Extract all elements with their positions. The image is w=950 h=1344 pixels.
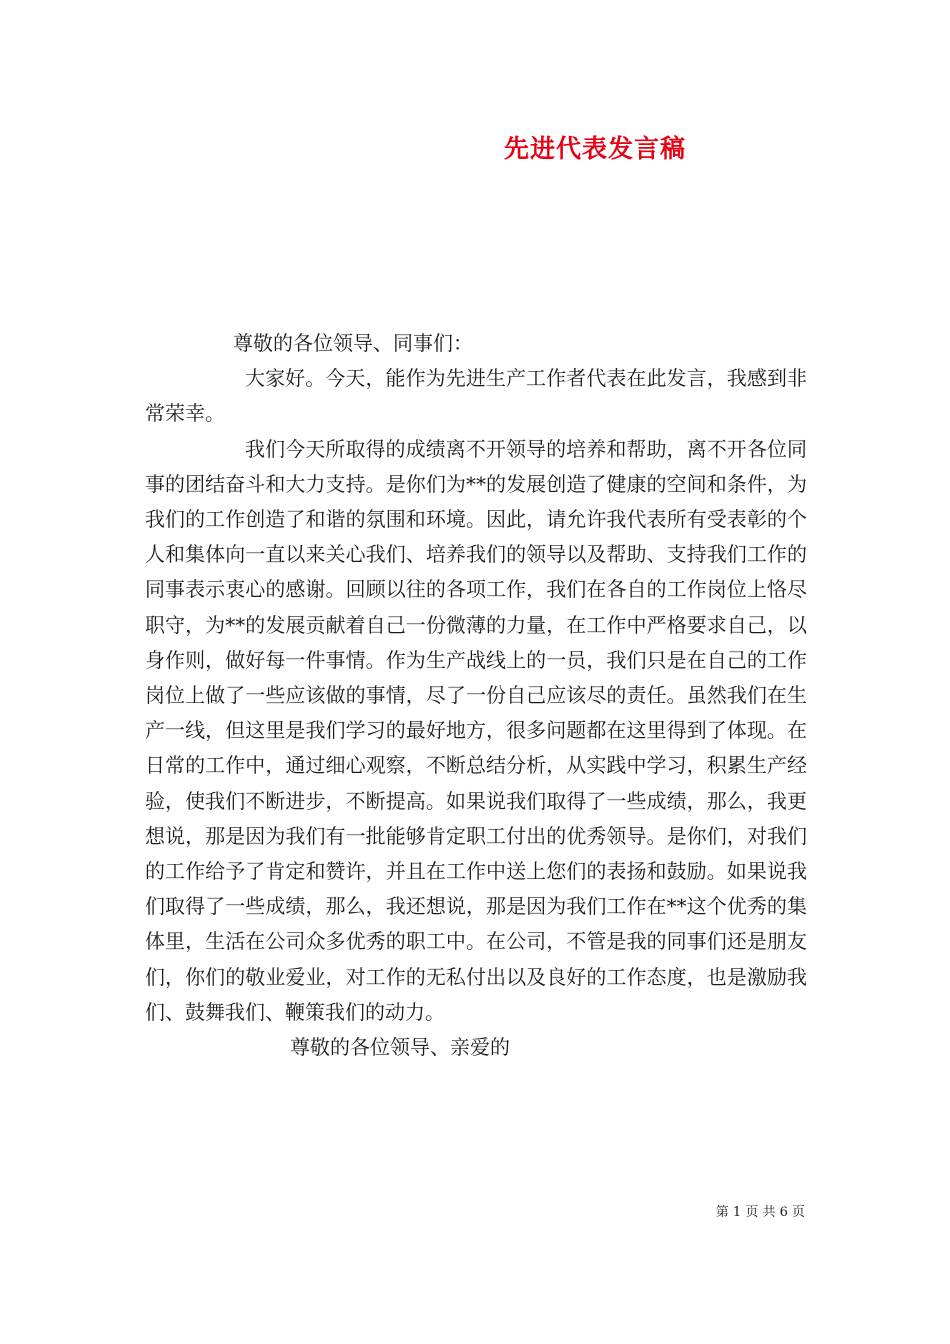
paragraph-greeting: 大家好。今天，能作为先进生产工作者代表在此发言，我感到非常荣幸。 <box>145 366 807 426</box>
closing-line: 尊敬的各位领导、亲爱的 <box>290 1035 510 1060</box>
document-title: 先进代表发言稿 <box>503 134 686 163</box>
paragraph-main: 我们今天所取得的成绩离不开领导的培养和帮助，离不开各位同事的团结奋斗和大力支持。是你们为**的发展创造了健康的空间和条件，为我们的工作创造了和谐的氛围和环境。因此，请允许我代表所有受表彰的个人和集体向一直以来关心我们、培养我们的领导以及帮助、支持我们工作的同事表示衷心的感谢。回顾以往的各项工作，我们在各自的工作岗位上恪尽职守，为**的发展贡献着自己一份微薄的力量，在工作中严格要求自己，以身作则，做好每一件事情。作为生产战线上的一员，我们只是在自己的工作岗位上做了一些应该做的事情，尽了一份自己应该尽的责任。虽然我们在生产一线，但这里是我们学习的最好地方，很多问题都在这里得到了体现。在日常的工作中，通过细心观察，不断总结分析，从实践中学习，积累生产经验，使我们不断进步，不断提高。如果说我们取得了一些成绩，那么，我更想说，那是因为我们有一批能够肯定职工付出的优秀领导。是你们，对我们的工作给予了肯定和赞许，并且在工作中送上您们的表扬和鼓励。如果说我们取得了一些成绩，那么，我还想说，那是因为我们工作在**这个优秀的集体里，生活在公司众多优秀的职工中。在公司，不管是我的同事们还是朋友们，你们的敬业爱业，对工作的无私付出以及良好的工作态度，也是激励我们、鼓舞我们、鞭策我们的动力。 <box>145 436 807 1024</box>
document-body <box>145 326 807 1065</box>
page-number: 第 1 页 共 6 页 <box>715 1205 805 1220</box>
salutation: 尊敬的各位领导、同事们： <box>233 331 473 355</box>
